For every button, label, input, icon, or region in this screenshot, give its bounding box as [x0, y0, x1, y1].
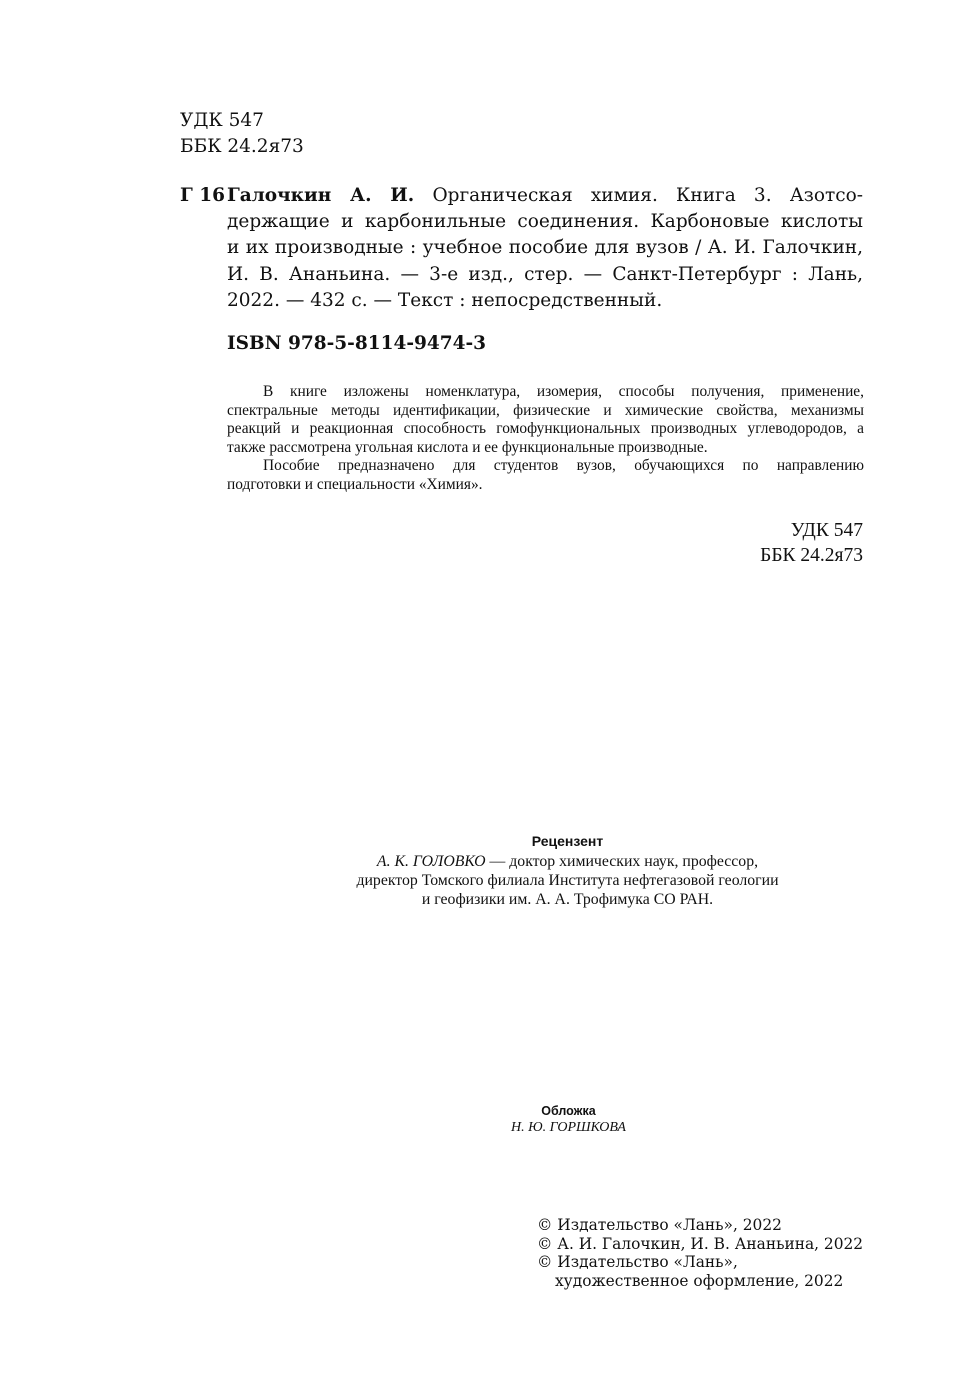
- biblio-line-1: [227, 183, 863, 209]
- annotation-line: спектральные методы идентификации, физические и химические свойства, механизмы: [227, 401, 864, 419]
- cover-heading: Обложка: [541, 1104, 596, 1118]
- annotation-line: В книге изложены номенклатура, изомерия, способы получения, применение,: [263, 383, 864, 400]
- biblio-line-5: 2022. — 432 с. — Текст : непосредственный.: [227, 289, 663, 311]
- reviewer-block: [300, 832, 835, 909]
- copyright-line: © А. И. Галочкин, И. В. Ананьина, 2022: [537, 1234, 864, 1253]
- bbk-code: ББК 24.2я73: [760, 545, 863, 566]
- copyright-line: © Издательство «Лань», 2022: [537, 1216, 782, 1234]
- annotation-line: подготовки и специальности «Химия».: [227, 475, 483, 493]
- biblio-author: Галочкин А. И.: [227, 185, 415, 206]
- biblio-line-2: держащие и карбонильные соединения. Карбоновые кислоты: [227, 211, 863, 233]
- annotation-line: Пособие предназначено для студентов вузов, обучающихся по направлению: [263, 457, 864, 475]
- udk-code: УДК 547: [790, 520, 863, 541]
- copyright-line: художественное оформление, 2022: [555, 1271, 844, 1290]
- biblio-line-4: И. В. Ананьина. — 3-е изд., стер. — Санкт-Петербург : Лань,: [227, 263, 863, 285]
- udk-code-top: УДК 547: [180, 110, 264, 131]
- bibliographic-record: [227, 183, 863, 314]
- bbk-code-top: ББК 24.2я73: [180, 136, 304, 157]
- copyright-line: © Издательство «Лань»,: [537, 1253, 738, 1271]
- biblio-title-start: Органическая химия. Книга 3. Азотсо-: [432, 185, 863, 206]
- reviewer-name: А. К. ГОЛОВКО: [376, 853, 486, 870]
- reviewer-heading: Рецензент: [531, 833, 604, 849]
- annotation-line: также рассмотрена угольная кислота и ее функциональные производные.: [227, 438, 708, 456]
- reviewer-credentials: — доктор химических наук, профессор,: [485, 853, 759, 870]
- classification-codes-right: [600, 518, 863, 568]
- reviewer-line-3: и геофизики им. А. А. Трофимука СО РАН.: [421, 891, 714, 908]
- reviewer-line-2: директор Томского филиала Института нефтегазовой геологии: [356, 872, 779, 889]
- top-classification-codes: [180, 108, 304, 160]
- annotation: [227, 383, 864, 495]
- copyright-block: [537, 1216, 863, 1290]
- author-mark: Г 16: [180, 185, 225, 206]
- cover-designer-name: Н. Ю. ГОРШКОВА: [511, 1120, 626, 1135]
- isbn: ISBN 978-5-8114-9474-3: [227, 333, 487, 354]
- annotation-line: реакций и реакционная способность гомофункциональных производных углеводородов, а: [227, 420, 864, 438]
- reviewer-line-1: [300, 852, 835, 871]
- cover-credit: [450, 1103, 687, 1136]
- biblio-line-3: и их производные : учебное пособие для вузов / А. И. Галочкин,: [227, 237, 863, 259]
